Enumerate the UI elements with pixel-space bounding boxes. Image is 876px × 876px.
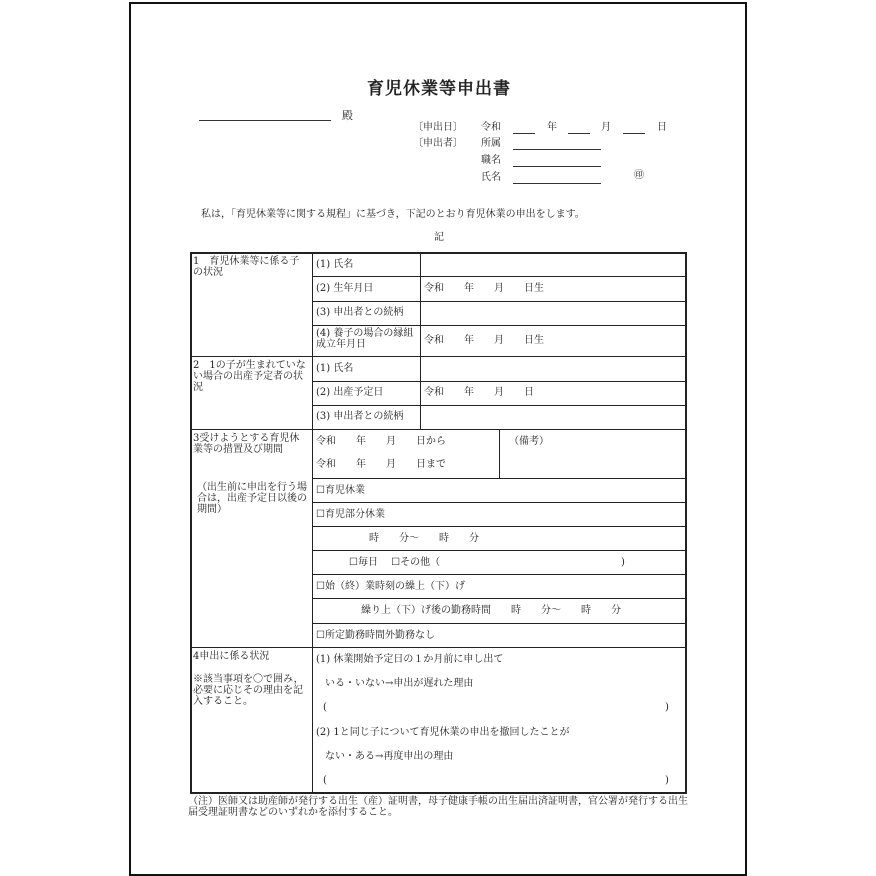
affiliation-label: 所属 [481, 138, 501, 149]
date-label: 〔申出日〕 [413, 122, 463, 133]
section-2-heading: 2 1の子が生まれていない場合の出産予定者の状況 [193, 360, 306, 393]
frequency-close-paren: ) [621, 557, 625, 568]
month-field[interactable] [568, 133, 590, 134]
shifted-hours-time[interactable]: 繰り上（下）げ後の勤務時間 時 分～ 時 分 [361, 605, 621, 616]
row-divider [312, 301, 686, 302]
section-4-heading: 4申出に係る状況 [193, 651, 270, 662]
partial-leave-time[interactable]: 時 分～ 時 分 [369, 533, 479, 544]
period-from[interactable]: 令和 年 月 日から [316, 436, 446, 447]
s4-choice[interactable]: ない・ある→再度申出の理由 [325, 751, 454, 762]
option-partial-leave[interactable]: ☐育児部分休業 [316, 509, 385, 520]
table-top-border [190, 252, 686, 254]
section-3-note: （出生前に申出を行う場合は，出産予定日以後の期間） [197, 482, 307, 515]
s1-row-label: (1) 氏名 [316, 259, 354, 270]
row-divider [312, 381, 686, 382]
inner-column-divider [420, 252, 421, 429]
s4-choice[interactable]: いる・いない→申出が遅れた理由 [325, 678, 474, 689]
s2-row-label: (3) 申出者との続柄 [316, 411, 404, 422]
page-title: 育児休業等申出書 [367, 79, 511, 99]
row-divider [312, 526, 686, 527]
row-divider [312, 598, 686, 599]
section-4-note: ※該当事項を〇で囲み，必要に応じその理由を記入すること。 [193, 674, 304, 707]
section-divider [190, 356, 686, 357]
section-divider [190, 647, 686, 648]
section-divider [190, 429, 686, 430]
addressee-line[interactable] [199, 120, 331, 121]
year-label: 年 [547, 122, 557, 133]
job-title-label: 職名 [481, 155, 501, 166]
column-divider [312, 252, 313, 793]
s4-line: (2) 1と同じ子について育児休業の申出を撤回したことが [316, 727, 570, 738]
job-title-field[interactable] [513, 166, 601, 167]
row-divider [312, 574, 686, 575]
addressee-suffix: 殿 [342, 109, 353, 122]
section-3-heading: 3受けようとする育児休業等の措置及び期間 [193, 433, 300, 455]
option-childcare-leave[interactable]: ☐育児休業 [316, 485, 365, 496]
s2-row-label: (2) 出産予定日 [316, 387, 384, 398]
applicant-label: 〔申出者〕 [413, 138, 463, 149]
month-label: 月 [601, 122, 611, 133]
row-divider [312, 405, 686, 406]
row-divider [312, 478, 686, 479]
s4-reason-open[interactable]: ( [323, 702, 327, 713]
s4-reason-close: ) [665, 775, 669, 786]
s4-line: (1) 休業開始予定日の１か月前に申し出て [316, 654, 504, 665]
section-1-heading: 1 育児休業等に係る子の状況 [193, 256, 300, 278]
s1-row-label: (3) 申出者との続柄 [316, 307, 404, 318]
affiliation-field[interactable] [513, 149, 601, 150]
table-right-border [685, 252, 687, 794]
s1-row-label: (4) 養子の場合の縁組成立年月日 [316, 328, 414, 350]
form-page [129, 2, 747, 876]
table-bottom-border [190, 792, 686, 794]
name-label: 氏名 [481, 172, 501, 183]
ki-label: 記 [434, 232, 444, 243]
option-shift-hours[interactable]: ☐始（終）業時刻の繰上（下）げ [316, 581, 465, 592]
s4-reason-close: ) [665, 702, 669, 713]
day-field[interactable] [623, 133, 645, 134]
period-to[interactable]: 令和 年 月 日まで [316, 459, 446, 470]
s1-row-value[interactable]: 令和 年 月 日生 [424, 283, 544, 294]
option-no-overtime[interactable]: ☐所定勤務時間外勤務なし [316, 630, 435, 641]
name-field[interactable] [513, 183, 601, 184]
partial-leave-frequency[interactable]: ☐毎日 ☐その他（ [349, 557, 441, 568]
intro-text: 私は，「育児休業等に関する規程」に基づき，下記のとおり育児休業の申出をします。 [201, 209, 585, 220]
s4-reason-open[interactable]: ( [323, 775, 327, 786]
remarks-label: （備考） [509, 436, 549, 447]
table-left-border [190, 252, 192, 794]
s2-row-value[interactable]: 令和 年 月 日 [424, 387, 534, 398]
s1-row-label: (2) 生年月日 [316, 283, 374, 294]
s1-row-value[interactable]: 令和 年 月 日生 [424, 335, 544, 346]
remarks-divider [499, 429, 500, 478]
row-divider [312, 325, 686, 326]
row-divider [312, 550, 686, 551]
era-label: 令和 [481, 122, 501, 133]
day-label: 日 [657, 122, 667, 133]
year-field[interactable] [513, 133, 535, 134]
footnote: （注）医師又は助産師が発行する出生（産）証明書，母子健康手帳の出生届出済証明書，官公署が発行する出生届受理証明書などのいずれかを添付すること。 [188, 796, 688, 818]
row-divider [312, 276, 686, 277]
seal-mark: ㊞ [634, 170, 644, 181]
s2-row-label: (1) 氏名 [316, 363, 354, 374]
row-divider [312, 502, 686, 503]
row-divider [312, 623, 686, 624]
